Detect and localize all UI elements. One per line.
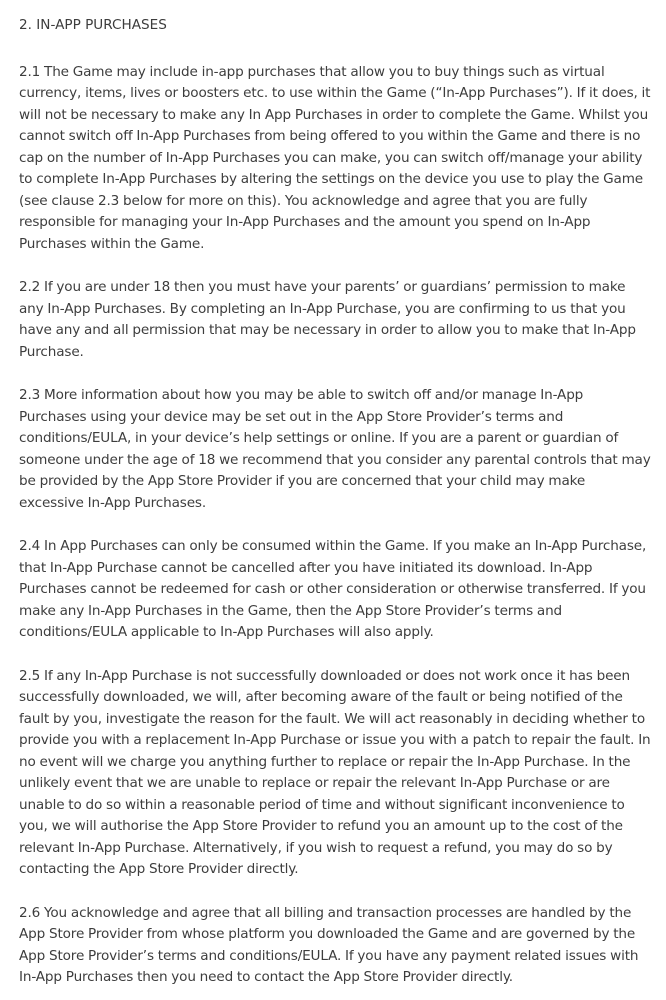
clause-2-3-paragraph: 2.3 More information about how you may be able to switch off and/or manage In-App Purchases using your device may be set out in the App Store Provider’s terms and conditions/EULA, in your device’s help settings or online. If you are a parent or guardian of someone under the age of 18 we recommend that you consider any parental controls that may be provided by the App Store Provider if you are concerned that your child may make excessive In-App Purchases. — [19, 387, 651, 511]
clause-2-1-paragraph: 2.1 The Game may include in-app purchases that allow you to buy things such as virtual currency, items, lives or boosters etc. to use within the Game (“In-App Purchases”). If it does, it will not be necessary to make any In App Purchases in order to complete the Game. Whilst you cannot switch off In-App Purchases from being offered to you within the Game and there is no cap on the number of In-App Purchases you can make, you can switch off/manage your ability to complete In-App Purchases by altering the settings on the device you use to play the Game (see clause 2.3 below for more on this). You acknowledge and agree that you are fully responsible for managing your In-App Purchases and the amount you spend on In-App Purchases within the Game. — [19, 63, 651, 252]
section-heading: 2. IN-APP PURCHASES — [19, 17, 167, 33]
clause-2-6-paragraph: 2.6 You acknowledge and agree that all billing and transaction processes are handled by the App Store Provider from whose platform you downloaded the Game and are governed by the App Store Provider’s terms and conditions/EULA. If you have any payment related issues with In-App Purchases then you need to contact the App Store Provider directly. — [19, 904, 639, 985]
clause-2-4-paragraph: 2.4 In App Purchases can only be consumed within the Game. If you make an In-App Purchase, that In-App Purchase cannot be cancelled after you have initiated its download. In-App Purchases cannot be redeemed for cash or other consideration or otherwise transferred. If you make any In-App Purchases in the Game, then the App Store Provider’s terms and conditions/EULA applicable to In-App Purchases will also apply. — [19, 538, 647, 640]
clause-2-5-paragraph: 2.5 If any In-App Purchase is not successfully downloaded or does not work once it has been successfully downloaded, we will, after becoming aware of the fault or being notified of the fault by you, investigate the reason for the fault. We will act reasonably in deciding whether to provide you with a replacement In-App Purchase or issue you with a patch to repair the fault. In no event will we charge you anything further to replace or repair the In-App Purchase. In the unlikely event that we are unable to replace or repair the relevant In-App Purchase or are unable to do so within a reasonable period of time and without significant inconvenience to you, we will authorise the App Store Provider to refund you an amount up to the cost of the relevant In-App Purchase. Alternatively, if you wish to request a refund, you may do so by contacting the App Store Provider directly. — [19, 667, 651, 877]
document-body — [19, 15, 653, 989]
clause-2-2-paragraph: 2.2 If you are under 18 then you must have your parents’ or guardians’ permission to make any In-App Purchases. By completing an In-App Purchase, you are confirming to us that you have any and all permission that may be necessary in order to allow you to make that In-App Purchase. — [19, 279, 636, 360]
